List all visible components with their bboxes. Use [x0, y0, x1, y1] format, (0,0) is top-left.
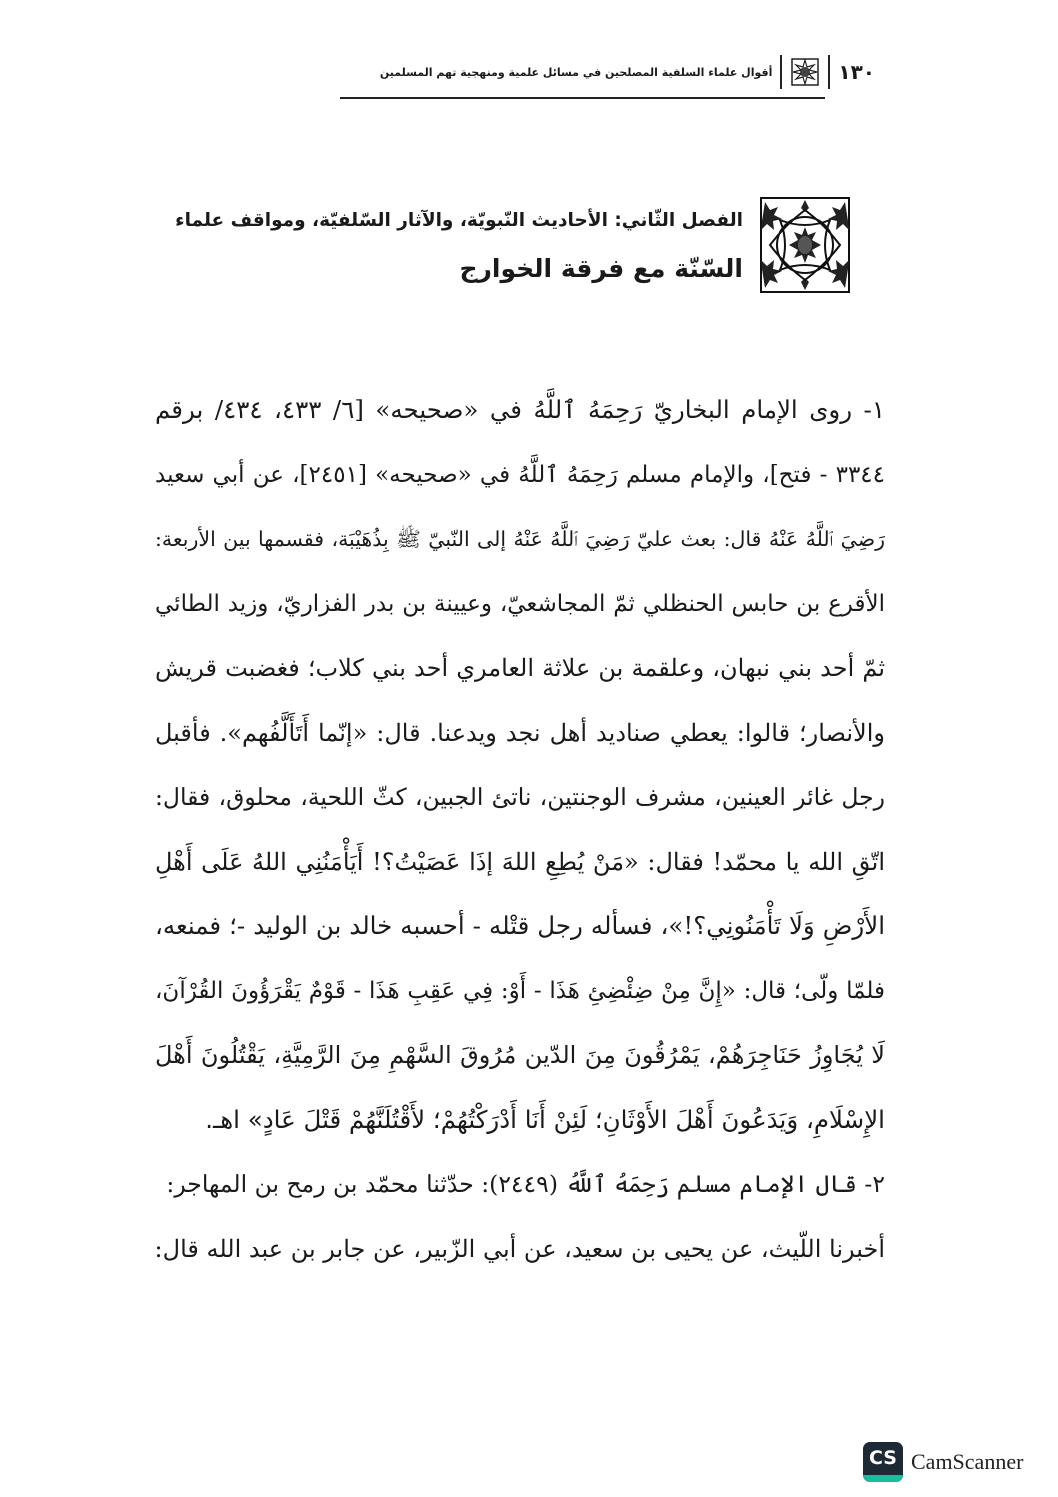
- text-line: ثمّ أحد بني نبهان، وعلقمة بن علاثة العامري أحد بني كلاب؛ فغضبت قريش: [155, 654, 885, 682]
- text-line: فلمّا ولّى؛ قال: «إِنَّ مِنْ ضِئْضِئِ هَذَا - أَوْ: فِي عَقِبِ هَذَا - قَوْمٌ يَقْرَؤُونَ القُرْآنَ،: [155, 977, 885, 1004]
- text-line: الأَرْضِ وَلَا تَأْمَنُونِي؟!»، فسأله رجل قتْله - أحسبه خالد بن الوليد -؛ فمنعه،: [155, 911, 885, 940]
- book-title: أقوال علماء السلفية المصلحين في مسائل علمية ومنهجية تهم المسلمين: [379, 65, 773, 79]
- camscanner-logo-letters: CS: [869, 1447, 897, 1469]
- text-line: ٢- قال الإمام مسلم رَحِمَهُ ٱللَّهُ (٢٤٤٩): حدّثنا محمّد بن رمح بن المهاجر:: [166, 1170, 885, 1198]
- page-number: ١٣٠: [838, 60, 875, 84]
- hadith-text-line: الإِسْلَامِ، وَيَدَعُونَ أَهْلَ الأَوْثَانِ؛ لَئِنْ أَنَا أَدْرَكْتُهُمْ؛ لأَقْتُلَنَّهُمْ قَتْلَ عَادٍ» اهـ.: [205, 1104, 885, 1134]
- logo-accent-bar: [863, 1475, 903, 1482]
- text-line: اتّقِ الله يا محمّد! فقال: «مَنْ يُطِعِ اللهَ إذَا عَصَيْتُ؟! أَيَأْمَنُنِي اللهُ عَلَى أَهْلِ: [155, 847, 885, 876]
- header-divider: [780, 55, 782, 89]
- text-line: ١- روى الإمام البخاريّ رَحِمَهُ ٱللَّهُ في «صحيحه» [٦/ ٤٣٣، ٤٣٤/ برقم: [155, 395, 885, 424]
- chapter-title-line-2: السّنّة مع فرقة الخوارج: [459, 254, 743, 283]
- text-line: رجل غائر العينين، مشرف الوجنتين، ناتئ الجبين، كثّ اللحية، محلوق، فقال:: [155, 783, 885, 811]
- header-divider: [828, 55, 830, 89]
- text-line: أخبرنا اللّيث، عن يحيى بن سعيد، عن أبي الزّبير، عن جابر بن عبد الله قال:: [155, 1234, 885, 1263]
- camscanner-name: CamScanner: [911, 1449, 1024, 1474]
- chapter-heading: [155, 185, 855, 305]
- chapter-title-line-1: الفصل الثّاني: الأحاديث النّبويّة، والآثار السّلفيّة، ومواقف علماء: [175, 210, 743, 231]
- ornament-icon: [790, 57, 820, 87]
- header-rule: [340, 97, 825, 99]
- camscanner-watermark: [863, 1442, 1023, 1482]
- text-line: الأقرع بن حابس الحنظلي ثمّ المجاشعيّ، وعيينة بن بدر الفزاريّ، وزيد الطائي: [155, 590, 885, 617]
- hadith-text-line: لَا يُجَاوِزُ حَنَاجِرَهُمْ، يَمْرُقُونَ مِنَ الدّين مُرُوقَ السَّهْمِ مِنَ الرَّمِيَّةِ، يَقْتُلُونَ أَهْلَ: [155, 1041, 885, 1069]
- geometric-star-ornament-icon: [755, 190, 855, 300]
- text-line: والأنصار؛ قالوا: يعطي صناديد أهل نجد ويدعنا. قال: «إنّما أَتَأَلَّفُهم». فأقبل: [155, 718, 885, 747]
- running-header: [340, 52, 875, 100]
- text-line: ٣٣٤٤ - فتح]، والإمام مسلم رَحِمَهُ ٱللَّهُ في «صحيحه» [٢٤٥١]، عن أبي سعيد: [155, 461, 885, 488]
- camscanner-logo-icon: [863, 1442, 903, 1482]
- body-text: [155, 378, 885, 1281]
- text-line: رَضِيَ ٱللَّهُ عَنْهُ قال: بعث عليّ رَضِيَ ٱللَّهُ عَنْهُ إلى النّبيّ ﷺ بِذُهَيْبَة، فقسمها بين الأربعة:: [155, 527, 885, 551]
